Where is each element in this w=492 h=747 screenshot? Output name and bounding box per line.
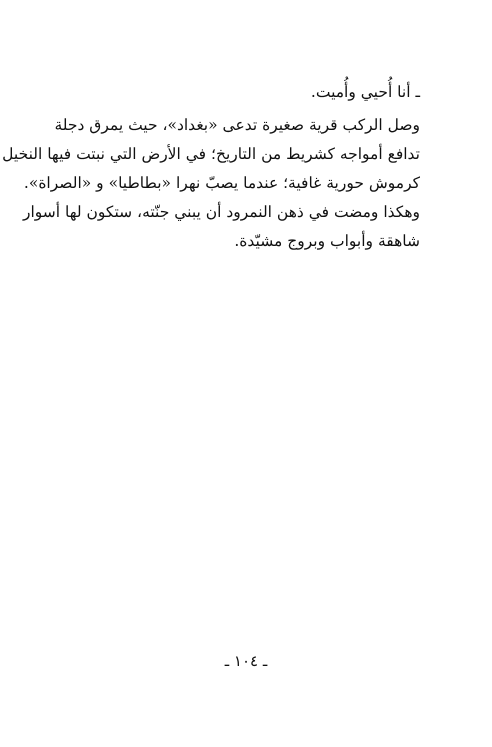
text-line-5: وهكذا ومضت في ذهن النمرود أن يبني جنّته، ستكون لها أسوار — [22, 203, 420, 221]
text-line-3: تدافع أمواجه كشريط من التاريخ؛ في الأرض التي نبتت فيها النخيل — [2, 145, 420, 163]
page-number: ـ ١٠٤ ـ — [224, 652, 268, 670]
text-line-4: كرموش حورية غافية؛ عندما يصبّ نهرا «بطاطيا» و «الصراة». — [23, 174, 420, 192]
text-line-2: وصل الركب قرية صغيرة تدعى «بغداد»، حيث يمرق دجلة — [54, 116, 420, 134]
text-line-1: ـ أنا أُحيي وأُميت. — [310, 83, 420, 101]
text-line-6: شاهقة وأبواب وبروج مشيّدة. — [234, 232, 420, 250]
body-text — [2, 78, 420, 256]
